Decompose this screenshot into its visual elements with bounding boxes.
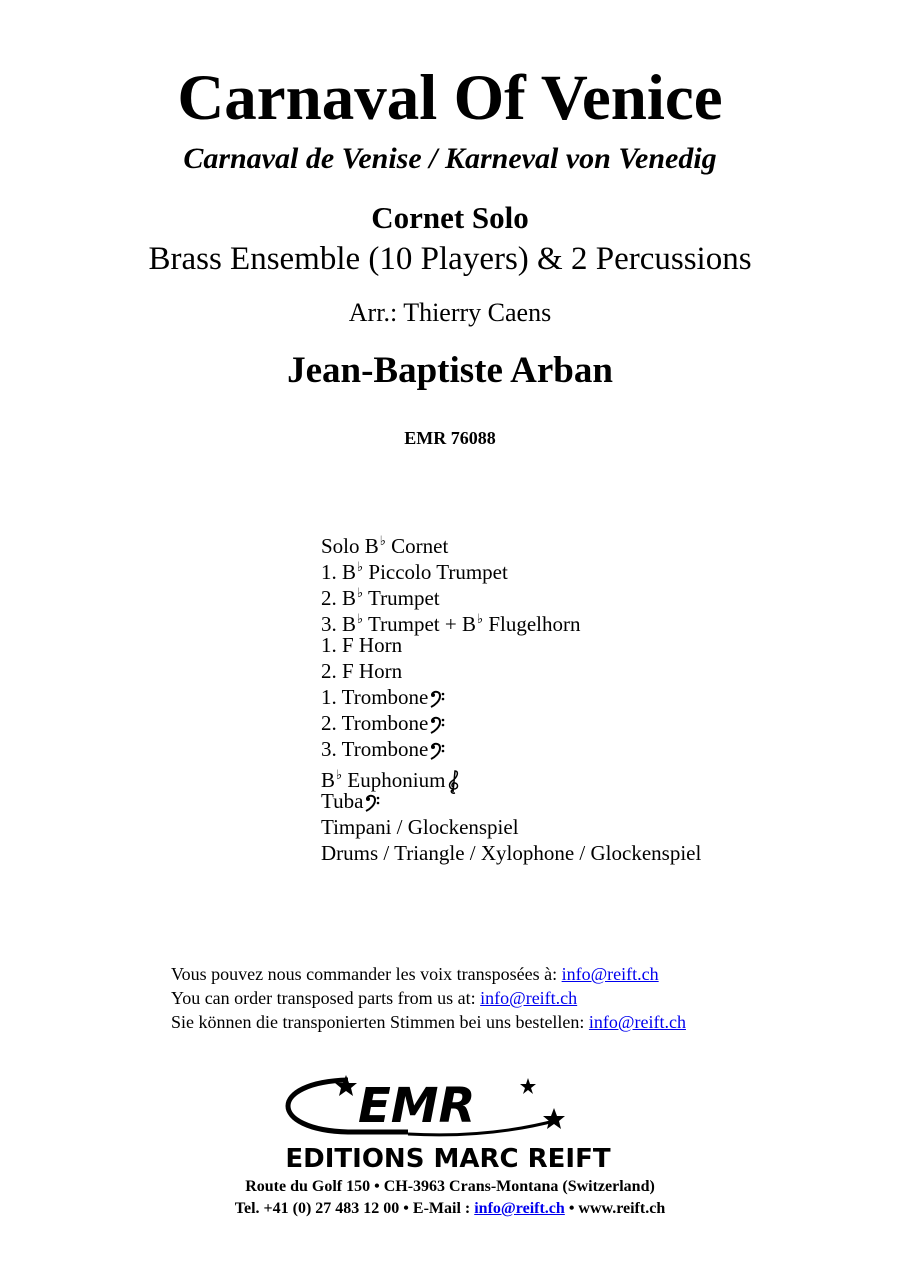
instrument-item: 2. F Horn xyxy=(321,659,403,683)
notice-english: You can order transposed parts from us at: info@reift.ch xyxy=(171,988,578,1008)
flat-icon: ♭ xyxy=(336,767,343,782)
flat-icon: ♭ xyxy=(379,533,386,548)
instrument-item: Solo B♭ Cornet xyxy=(321,533,449,558)
logo-emr-text: EMR xyxy=(358,1078,476,1134)
flat-icon: ♭ xyxy=(357,585,364,600)
flat-icon: ♭ xyxy=(357,611,364,626)
arranger: Arr.: Thierry Caens xyxy=(348,298,552,327)
star-icon xyxy=(543,1108,565,1129)
ensemble-description: Brass Ensemble (10 Players) & 2 Percussions xyxy=(148,241,752,277)
instrument-item: Timpani / Glockenspiel xyxy=(321,815,519,839)
instrument-item: 2. B♭ Trumpet xyxy=(321,585,440,610)
page-subtitle: Carnaval de Venise / Karneval von Venedig xyxy=(183,142,717,175)
instrument-item: 1. B♭ Piccolo Trumpet xyxy=(321,559,508,584)
bass-clef-icon xyxy=(430,689,446,709)
notice-german: Sie können die transponierten Stimmen bei uns bestellen: info@reift.ch xyxy=(171,1012,686,1032)
order-notices xyxy=(171,962,686,1034)
star-icon xyxy=(520,1078,536,1094)
flat-icon: ♭ xyxy=(357,559,364,574)
page-title: Carnaval Of Venice xyxy=(177,62,723,134)
flat-icon: ♭ xyxy=(476,611,484,626)
instrument-list xyxy=(321,528,701,866)
instrument-item: 3. Trombone xyxy=(321,736,701,762)
treble-clef-icon xyxy=(447,769,461,795)
email-link[interactable]: info@reift.ch xyxy=(588,1012,686,1032)
email-link[interactable]: info@reift.ch xyxy=(474,1200,565,1217)
composer: Jean-Baptiste Arban xyxy=(287,350,613,391)
bass-clef-icon xyxy=(430,715,446,735)
instrument-item: Drums / Triangle / Xylophone / Glockenspiel xyxy=(321,841,702,865)
instrument-item: 2. Trombone xyxy=(321,710,701,736)
publisher-name: EDITIONS MARC REIFT xyxy=(285,1144,611,1172)
solo-instrument: Cornet Solo xyxy=(371,200,529,235)
instrument-item: Tuba xyxy=(321,788,701,814)
email-link[interactable]: info@reift.ch xyxy=(561,964,659,984)
catalog-number: EMR 76088 xyxy=(404,428,496,448)
bass-clef-icon xyxy=(365,793,381,813)
publisher-address: Route du Golf 150 • CH-3963 Crans-Montana (Switzerland) xyxy=(245,1178,655,1195)
bass-clef-icon xyxy=(430,741,446,761)
email-link[interactable]: info@reift.ch xyxy=(480,988,578,1008)
publisher-logo xyxy=(228,1072,668,1172)
instrument-item: 1. F Horn xyxy=(321,633,403,657)
notice-french: Vous pouvez nous commander les voix transposées à: info@reift.ch xyxy=(171,964,659,984)
instrument-item: B♭ Euphonium xyxy=(321,762,701,788)
publisher-contact: Tel. +41 (0) 27 483 12 00 • E-Mail : info@reift.ch • www.reift.ch xyxy=(234,1200,666,1217)
instrument-item: 3. B♭ Trumpet + B♭ Flugelhorn xyxy=(321,611,581,636)
instrument-item: 1. Trombone xyxy=(321,684,701,710)
